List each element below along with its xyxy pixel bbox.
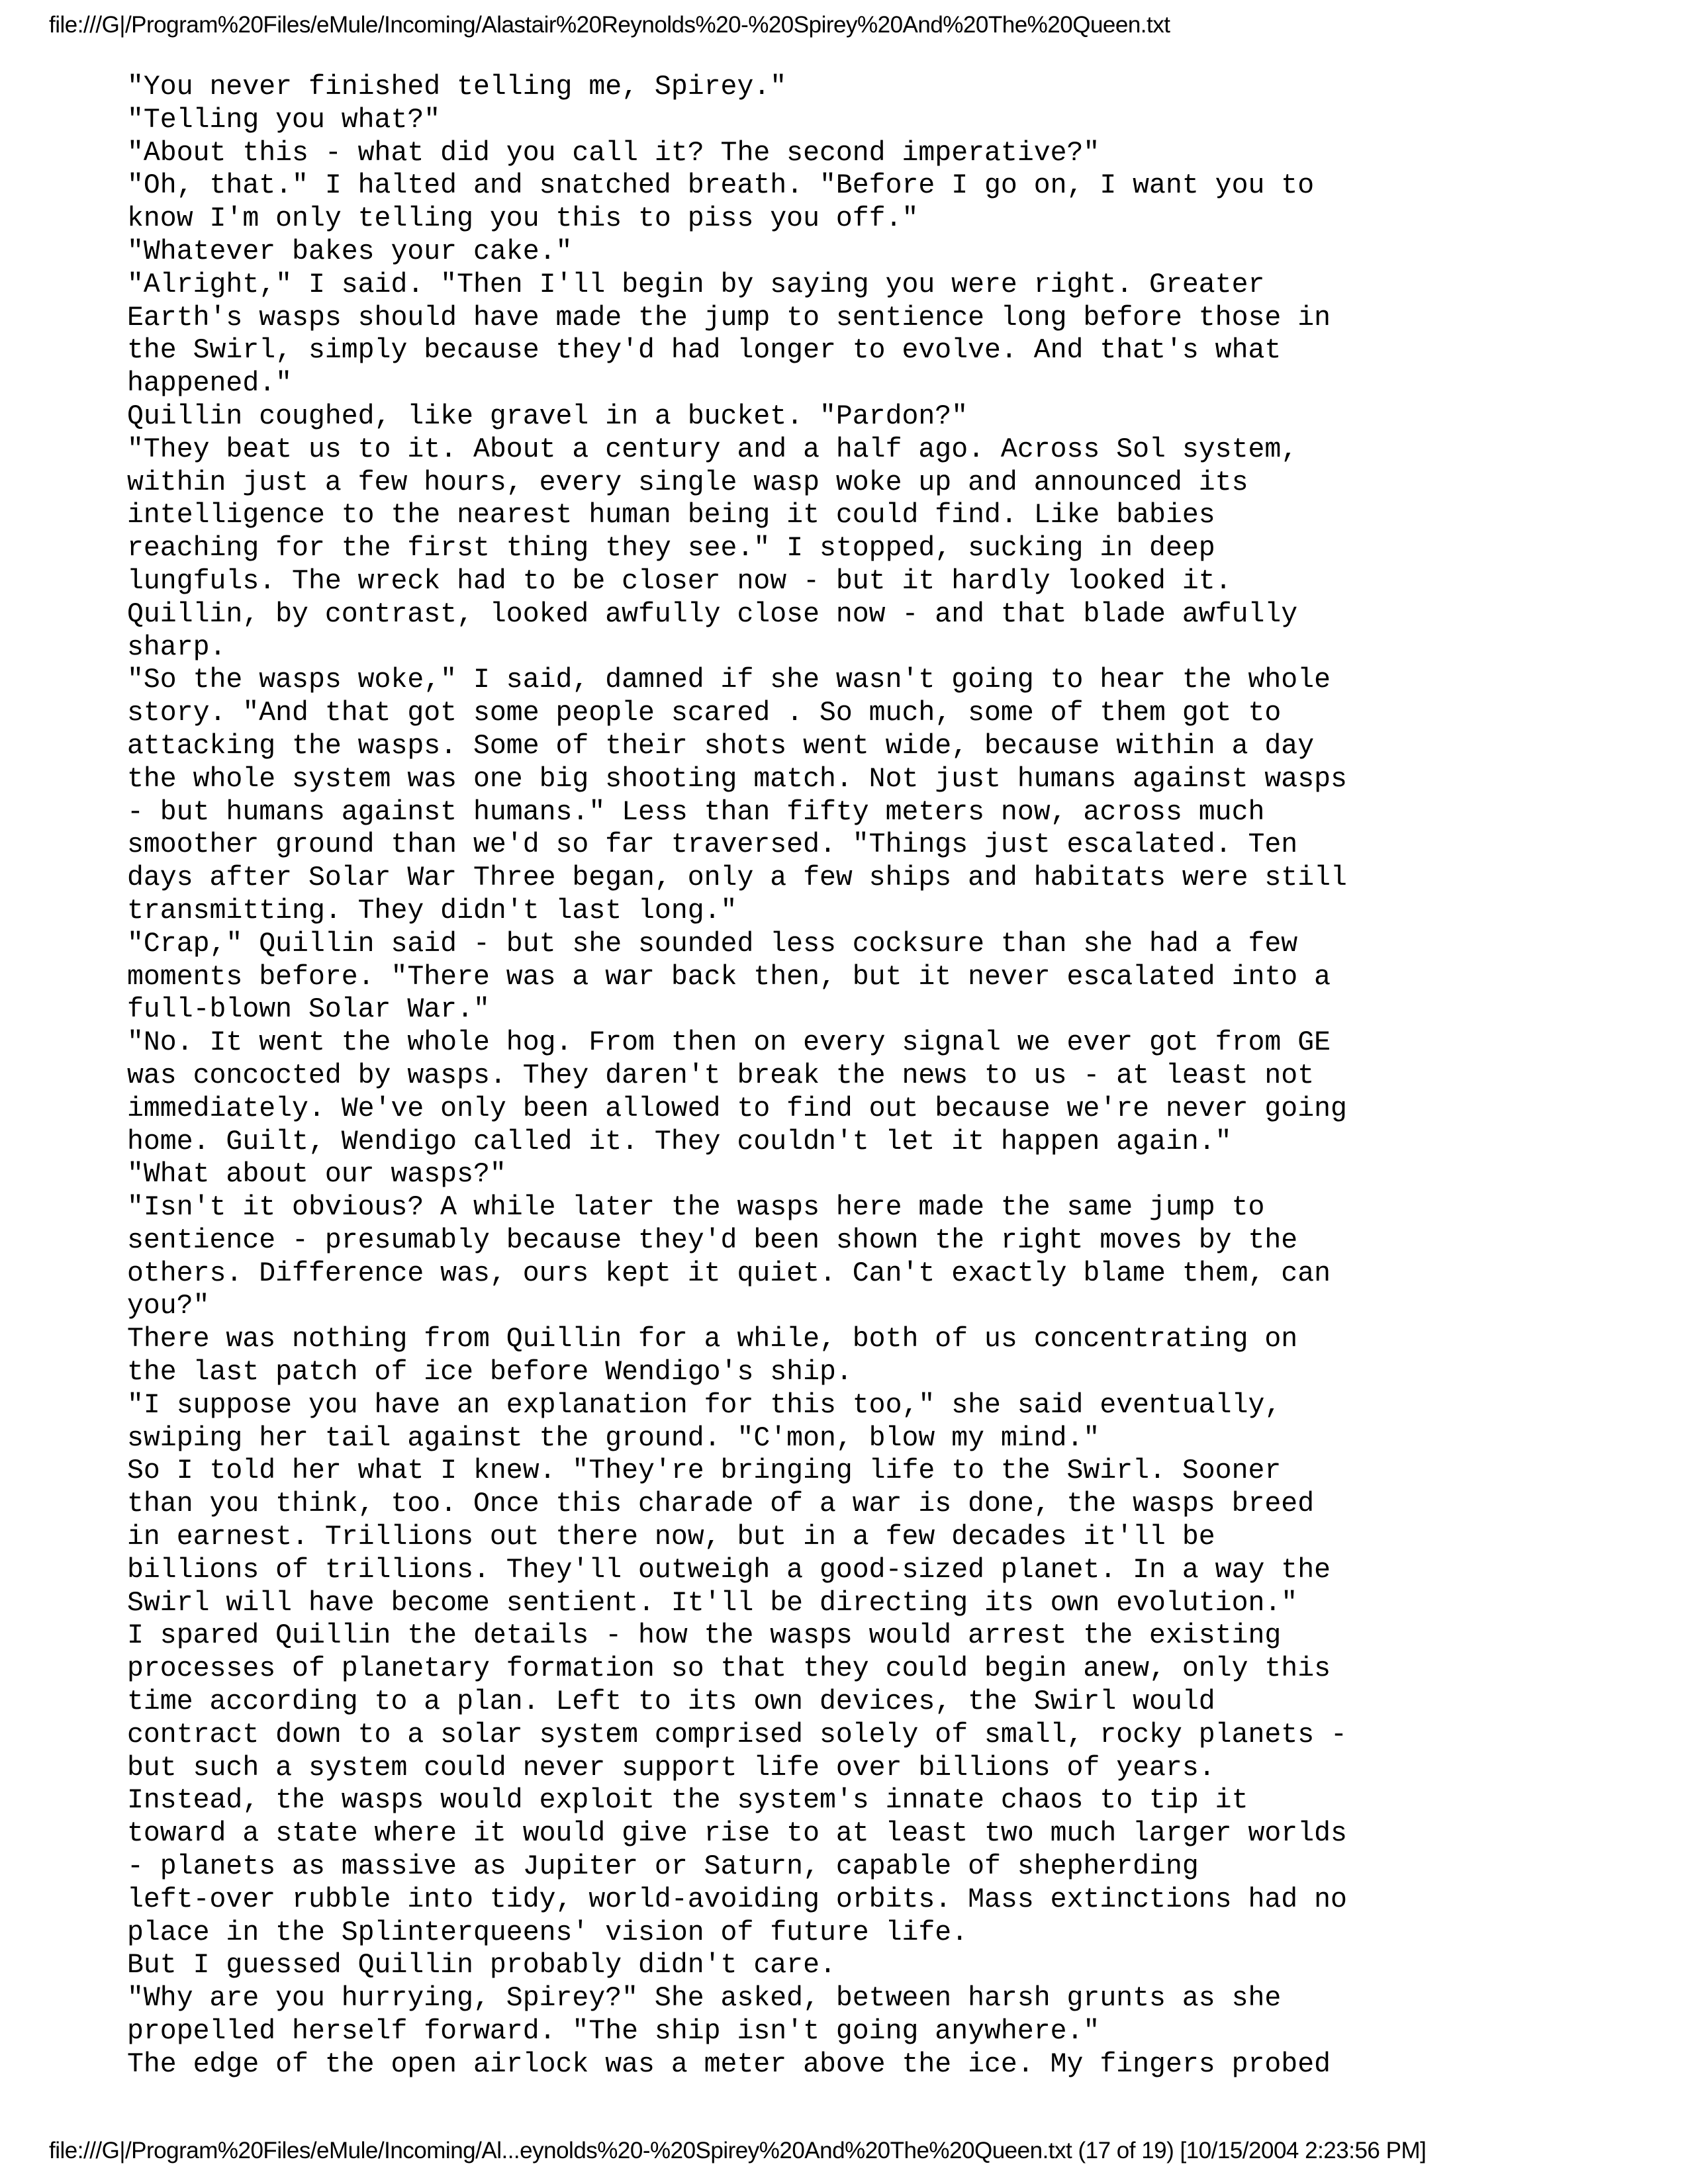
- document-body: [127, 71, 1650, 2081]
- text-line: "Whatever bakes your cake.": [127, 236, 573, 267]
- text-line: know I'm only telling you this to piss you off.": [127, 203, 919, 235]
- text-line: immediately. We've only been allowed to find out because we're never going: [127, 1093, 1347, 1124]
- text-line: others. Difference was, ours kept it quiet. Can't exactly blame them, can: [127, 1257, 1331, 1289]
- header-file-url: file:///G|/Program%20Files/eMule/Incoming/Alastair%20Reynolds%20-%20Spirey%20And%20The%20Queen.txt: [49, 12, 1170, 38]
- text-line: "No. It went the whole hog. From then on every signal we ever got from GE: [127, 1027, 1331, 1059]
- text-line: full-blown Solar War.": [127, 994, 490, 1026]
- text-line: The edge of the open airlock was a meter above the ice. My fingers probed: [127, 2048, 1331, 2080]
- text-line: Instead, the wasps would exploit the system's innate chaos to tip it: [127, 1785, 1248, 1817]
- text-line: was concocted by wasps. They daren't break the news to us - at least not: [127, 1060, 1315, 1091]
- text-line: So I told her what I knew. "They're bringing life to the Swirl. Sooner: [127, 1455, 1282, 1487]
- text-line: reaching for the first thing they see." I stopped, sucking in deep: [127, 533, 1215, 565]
- text-line: smoother ground than we'd so far traversed. "Things just escalated. Ten: [127, 829, 1298, 861]
- text-line: "Alright," I said. "Then I'll begin by saying you were right. Greater: [127, 269, 1265, 300]
- text-line: moments before. "There was a war back then, but it never escalated into a: [127, 961, 1331, 993]
- text-line: story. "And that got some people scared . So much, some of them got to: [127, 698, 1282, 729]
- text-line: Quillin coughed, like gravel in a bucket. "Pardon?": [127, 400, 968, 432]
- text-line: "What about our wasps?": [127, 1159, 506, 1191]
- text-line: Earth's wasps should have made the jump to sentience long before those in: [127, 302, 1331, 334]
- text-line: within just a few hours, every single wasp woke up and announced its: [127, 467, 1248, 498]
- text-line: "They beat us to it. About a century and a half ago. Across Sol system,: [127, 433, 1298, 465]
- text-line: "Why are you hurrying, Spirey?" She asked, between harsh grunts as she: [127, 1983, 1282, 2015]
- text-line: happened.": [127, 368, 293, 400]
- text-line: swiping her tail against the ground. "C'mon, blow my mind.": [127, 1422, 1100, 1454]
- text-line: sentience - presumably because they'd been shown the right moves by the: [127, 1224, 1298, 1256]
- text-line: I spared Quillin the details - how the wasps would arrest the existing: [127, 1620, 1282, 1652]
- text-line: but such a system could never support life over billions of years.: [127, 1752, 1215, 1784]
- text-line: Quillin, by contrast, looked awfully close now - and that blade awfully: [127, 598, 1298, 630]
- text-line: the last patch of ice before Wendigo's ship.: [127, 1357, 853, 1388]
- text-line: time according to a plan. Left to its own devices, the Swirl would: [127, 1686, 1215, 1718]
- text-line: sharp.: [127, 631, 226, 663]
- text-line: "About this - what did you call it? The second imperative?": [127, 137, 1100, 169]
- text-line: intelligence to the nearest human being it could find. Like babies: [127, 500, 1215, 531]
- text-line: propelled herself forward. "The ship isn't going anywhere.": [127, 2016, 1100, 2048]
- text-line: "Crap," Quillin said - but she sounded less cocksure than she had a few: [127, 928, 1298, 960]
- text-line: contract down to a solar system comprised solely of small, rocky planets -: [127, 1719, 1347, 1751]
- text-line: "You never finished telling me, Spirey.": [127, 71, 787, 103]
- text-line: toward a state where it would give rise to at least two much larger worlds: [127, 1818, 1347, 1850]
- text-line: "So the wasps woke," I said, damned if she wasn't going to hear the whole: [127, 664, 1331, 696]
- text-line: you?": [127, 1291, 210, 1322]
- text-line: left-over rubble into tidy, world-avoiding orbits. Mass extinctions had no: [127, 1884, 1347, 1915]
- footer-page-info: file:///G|/Program%20Files/eMule/Incoming/Al...eynolds%20-%20Spirey%20And%20The%20Queen.txt (17 of 19) [10/15/2004 2:23:56 PM]: [49, 2138, 1427, 2163]
- text-line: - but humans against humans." Less than fifty meters now, across much: [127, 796, 1265, 828]
- text-line: "Isn't it obvious? A while later the wasps here made the same jump to: [127, 1192, 1265, 1224]
- text-line: billions of trillions. They'll outweigh a good-sized planet. In a way the: [127, 1554, 1331, 1586]
- text-line: Swirl will have become sentient. It'll be directing its own evolution.": [127, 1587, 1298, 1619]
- text-line: home. Guilt, Wendigo called it. They couldn't let it happen again.": [127, 1126, 1232, 1158]
- text-line: transmitting. They didn't last long.": [127, 895, 737, 927]
- text-line: But I guessed Quillin probably didn't care.: [127, 1950, 836, 1981]
- text-line: than you think, too. Once this charade of a war is done, the wasps breed: [127, 1488, 1315, 1520]
- text-line: - planets as massive as Jupiter or Saturn, capable of shepherding: [127, 1851, 1199, 1883]
- text-line: the Swirl, simply because they'd had longer to evolve. And that's what: [127, 335, 1282, 367]
- text-line: "Oh, that." I halted and snatched breath. "Before I go on, I want you to: [127, 170, 1315, 202]
- text-line: attacking the wasps. Some of their shots went wide, because within a day: [127, 730, 1315, 762]
- text-line: lungfuls. The wreck had to be closer now - but it hardly looked it.: [127, 565, 1232, 597]
- text-line: "Telling you what?": [127, 104, 441, 136]
- text-line: days after Solar War Three began, only a few ships and habitats were still: [127, 862, 1347, 894]
- text-line: in earnest. Trillions out there now, but in a few decades it'll be: [127, 1522, 1215, 1553]
- text-line: the whole system was one big shooting match. Not just humans against wasps: [127, 763, 1347, 795]
- text-line: processes of planetary formation so that they could begin anew, only this: [127, 1653, 1331, 1685]
- text-line: There was nothing from Quillin for a while, both of us concentrating on: [127, 1324, 1298, 1355]
- text-line: place in the Splinterqueens' vision of future life.: [127, 1917, 968, 1948]
- text-line: "I suppose you have an explanation for this too," she said eventually,: [127, 1389, 1282, 1421]
